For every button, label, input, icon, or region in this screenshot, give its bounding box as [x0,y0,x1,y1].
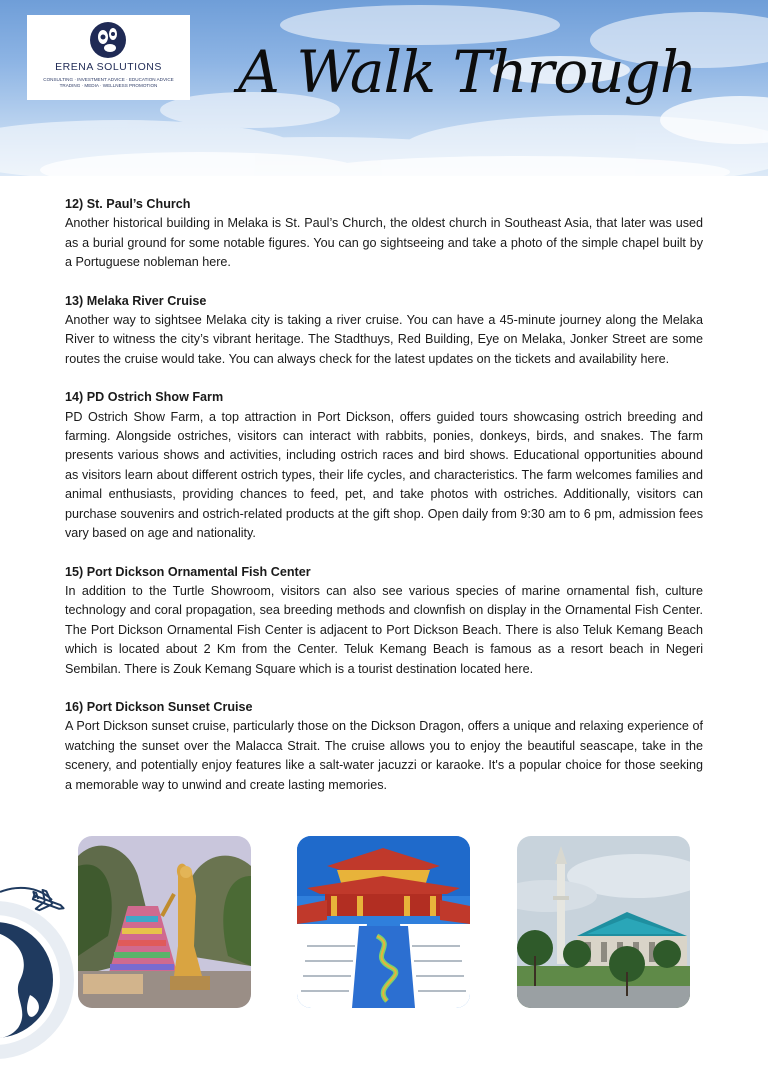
section-text: A Port Dickson sunset cruise, particularly those on the Dickson Dragon, offers a unique and relaxing experience of watching the sunset over the Malacca Strait. The cruise allows you to enjoy the beautiful seascape, take in the scenery, and potentially enjoy features like a salt-water jacuzzi or karaoke. It's a popular choice for those seeking a memorable way to unwind and create lasting memories. [65,719,703,792]
photo-batu-caves [78,836,251,1008]
section-heading: 12) St. Paul’s Church [65,197,191,211]
section-heading: 14) PD Ostrich Show Farm [65,390,224,405]
logo-name: ERENA SOLUTIONS [55,61,162,73]
section-text: In addition to the Turtle Showroom, visitors can also see various species of marine ornamental fish, culture technology and coral propagation, sea breeding methods and clownfish on display in the Ornamental Fish Center. The Port Dickson Ornamental Fish Center is adjacent to Port Dickson Beach. There is also Teluk Kemang Beach which is located about 2 Km from the Center. Teluk Kemang Beach is famous as a resort beach in Negeri Sembilan. There is Zouk Kemang Square which is a tourist destination located here. [65,583,703,676]
header-banner [0,0,768,176]
logo-tagline-line1: CONSULTING · INVESTMENT ADVICE · EDUCATION ADVICE [43,77,174,82]
batu-caves-image [78,836,251,1008]
section-text: PD Ostrich Show Farm, a top attraction in Port Dickson, offers guided tours showcasing ostrich breeding and farming. Alongside ostriches, visitors can interact with rabbits, ponies, donkeys, birds, and snakes. The farm presents various shows and activities, including ostrich races and bird shows. Educational opportunities abound as visitors learn about different ostrich types, their life cycles, and characteristics. The farm welcomes families and animal enthusiasts, providing chances to feed, pet, and take photos with ostriches. Additionally, visitors can purchase souvenirs and ostrich-related products at the gift shop. Open daily from 9:30 am to 6 pm, admission fees vary based on age and nationality. [65,409,703,541]
company-logo [27,15,190,100]
globe-airplane-icon [0,870,80,1086]
section-heading: 16) Port Dickson Sunset Cruise [65,699,253,714]
section-ornamental-fish-center [65,563,703,679]
section-text: Another way to sightsee Melaka city is taking a river cruise. You can have a 45-minute journey along the Melaka River to witness the city’s vibrant heritage. The Stadthuys, Red Building, Eye on Melaka, Jonker Street are some routes the cruise would take. You can always check for the latest updates on the tickets and availability here. [65,313,703,366]
photo-thean-hou-temple [297,836,470,1008]
section-st-pauls-church [65,195,703,273]
erena-logo-icon [89,21,127,59]
section-heading: 15) Port Dickson Ornamental Fish Center [65,564,311,579]
chinese-temple-image [297,836,470,1008]
section-text: Another historical building in Melaka is St. Paul’s Church, the oldest church in Southeast Asia, that later was used as a burial ground for some notable figures. You can go sightseeing and take a photo of the simple chapel built by a Portuguese nobleman here. [65,216,703,270]
page-title: A Walk Through [238,38,697,106]
section-sunset-cruise [65,698,703,795]
section-melaka-river-cruise [65,292,703,370]
section-heading: 13) Melaka River Cruise [65,293,207,308]
article-body [65,195,703,814]
national-mosque-image [517,836,690,1008]
section-pd-ostrich-show-farm [65,388,703,543]
logo-tagline-line2: TRADING · MEDIA · WELLNESS PROMOTION [59,83,158,88]
photo-national-mosque [517,836,690,1008]
